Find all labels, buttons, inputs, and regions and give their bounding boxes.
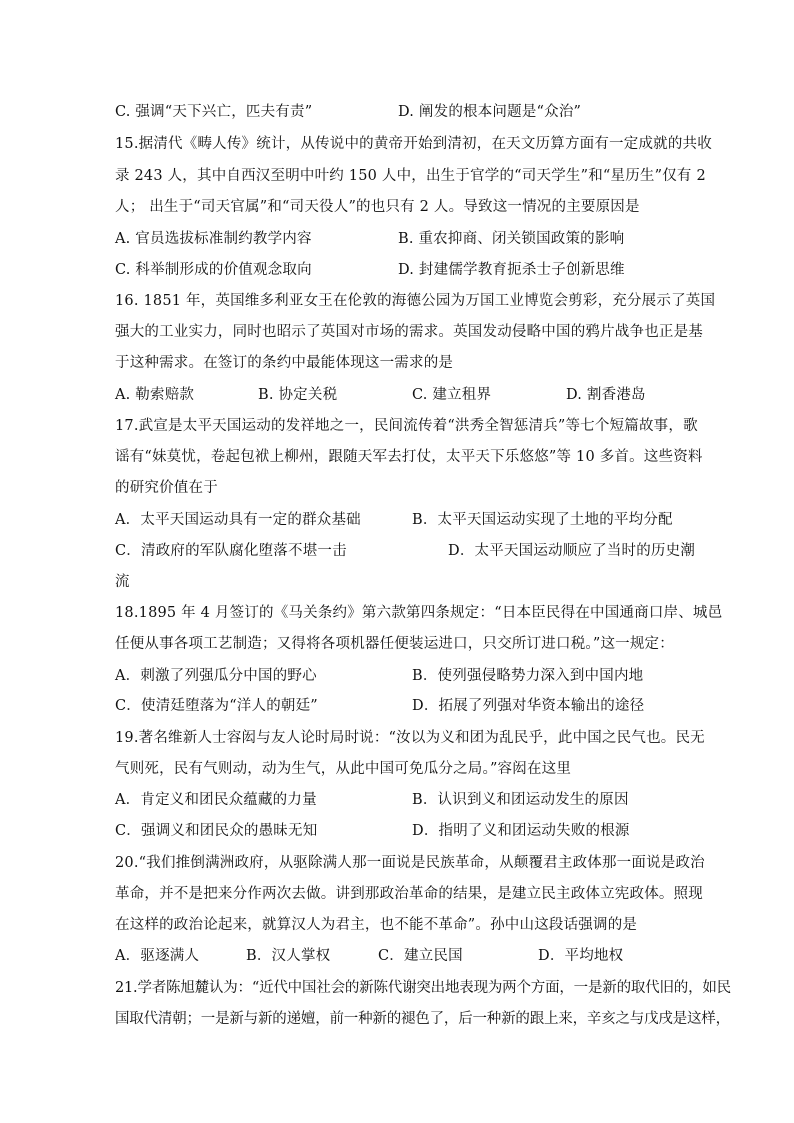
q16-option-c: C. 建立租界: [412, 387, 492, 403]
q17-stem-line-2: 谣有“妹莫忧，卷起包袱上柳州，跟随天军去打仗，太平天下乐悠悠”等 10 多首。这些资料: [115, 449, 703, 465]
q20-stem-line-3: 在这样的政治论起来，就算汉人为君主，也不能不革命”。孙中山这段话强调的是: [115, 917, 638, 933]
q15-option-a: A. 官员选拔标准制约教学内容: [115, 231, 312, 247]
q16-stem-line-3: 于这种需求。在签订的条约中最能体现这一需求的是: [115, 355, 454, 371]
q17-stem-line-1: 17.武宣是太平天国运动的发祥地之一，民间流传着“洪秀全智惩清兵”等七个短篇故事，歌: [115, 418, 698, 434]
q15-stem-line-1: 15.据清代《畴人传》统计，从传说中的黄帝开始到清初，在天文历算方面有一定成就的共收: [115, 136, 712, 152]
q17-option-a: A．太平天国运动具有一定的群众基础: [115, 512, 361, 528]
q20-option-c: C．建立民国: [378, 948, 463, 964]
q20-stem-line-1: 20.“我们推倒满洲政府，从驱除满人那一面说是民族革命，从颠覆君主政体那一面说是政治: [115, 855, 705, 871]
q19-stem-line-2: 气则死，民有气则动，动为生气，从此中国可免瓜分之局。”容闳在这里: [115, 761, 572, 777]
q21-stem-line-2: 国取代清朝；一是新与新的递嬗，前一种新的褪色了，后一种新的跟上来，辛亥之与戊戌是这样，: [115, 1011, 730, 1027]
q20-option-b: B．汉人掌权: [246, 948, 331, 964]
q18-option-a: A．刺激了列强瓜分中国的野心: [115, 668, 317, 684]
q17-stem-line-3: 的研究价值在于: [115, 480, 218, 496]
q19-option-b: B．认识到义和团运动发生的原因: [412, 792, 629, 808]
q16-option-d: D. 割香港岛: [566, 387, 646, 403]
q18-option-c: C．使清廷堕落为“洋人的朝廷”: [115, 698, 318, 714]
q20-option-a: A．驱逐满人: [115, 948, 200, 964]
q20-stem-line-2: 革命，并不是把来分作两次去做。讲到那政治革命的结果，是建立民主政体立宪政体。照现: [115, 886, 703, 902]
q18-option-b: B．使列强侵略势力深入到中国内地: [412, 668, 644, 684]
q15-option-d: D. 封建儒学教育扼杀士子创新思维: [398, 262, 625, 278]
q14-option-c: C. 强调“天下兴亡，匹夫有责”: [115, 104, 313, 120]
q16-stem-line-2: 强大的工业实力，同时也昭示了英国对市场的需求。英国发动侵略中国的鸦片战争也正是基: [115, 324, 703, 340]
q17-option-c: C．清政府的军队腐化堕落不堪一击: [115, 543, 347, 559]
q19-stem-line-1: 19.著名维新人士容闳与友人论时局时说：“汝以为义和团为乱民乎，此中国之民气也。民无: [115, 730, 705, 746]
q17-option-d: D．太平天国运动顺应了当时的历史潮: [448, 543, 696, 559]
q18-stem-line-2: 任便从事各项工艺制造；又得将各项机器任便装运进口，只交所订进口税。”这一规定：: [115, 636, 674, 652]
q18-option-d: D．拓展了列强对华资本输出的途径: [412, 698, 645, 714]
q17-option-b: B．太平天国运动实现了土地的平均分配: [412, 512, 673, 528]
q14-option-d: D. 阐发的根本问题是“众治”: [398, 104, 582, 120]
q19-option-c: C．强调义和团民众的愚昧无知: [115, 823, 318, 839]
q20-option-d: D．平均地权: [538, 948, 624, 964]
q18-stem-line-1: 18.1895 年 4 月签订的《马关条约》第六款第四条规定：“日本臣民得在中国通商口岸、城邑: [115, 605, 723, 621]
q16-option-b: B. 协定关税: [258, 387, 338, 403]
q15-stem-line-3: 人； 出生于“司天官属”和“司天役人”的也只有 2 人。导致这一情况的主要原因是: [115, 199, 640, 215]
q15-option-b: B. 重农抑商、闭关锁国政策的影响: [398, 231, 625, 247]
q19-option-d: D．指明了义和团运动失败的根源: [412, 823, 630, 839]
q17-option-d-wrap: 流: [115, 574, 130, 590]
q16-stem-line-1: 16. 1851 年，英国维多利亚女王在伦敦的海德公园为万国工业博览会剪彩，充分展示了英国: [115, 293, 716, 309]
q16-option-a: A. 勒索赔款: [115, 387, 195, 403]
q21-stem-line-1: 21.学者陈旭麓认为：“近代中国社会的新陈代谢突出地表现为两个方面，一是新的取代旧的，如民: [115, 980, 731, 996]
q15-option-c: C. 科举制形成的价值观念取向: [115, 262, 312, 278]
q19-option-a: A．肯定义和团民众蕴藏的力量: [115, 792, 317, 808]
q15-stem-line-2: 录 243 人，其中自西汉至明中叶约 150 人中，出生于官学的“司天学生”和“星历生”仅有 2: [115, 168, 706, 184]
